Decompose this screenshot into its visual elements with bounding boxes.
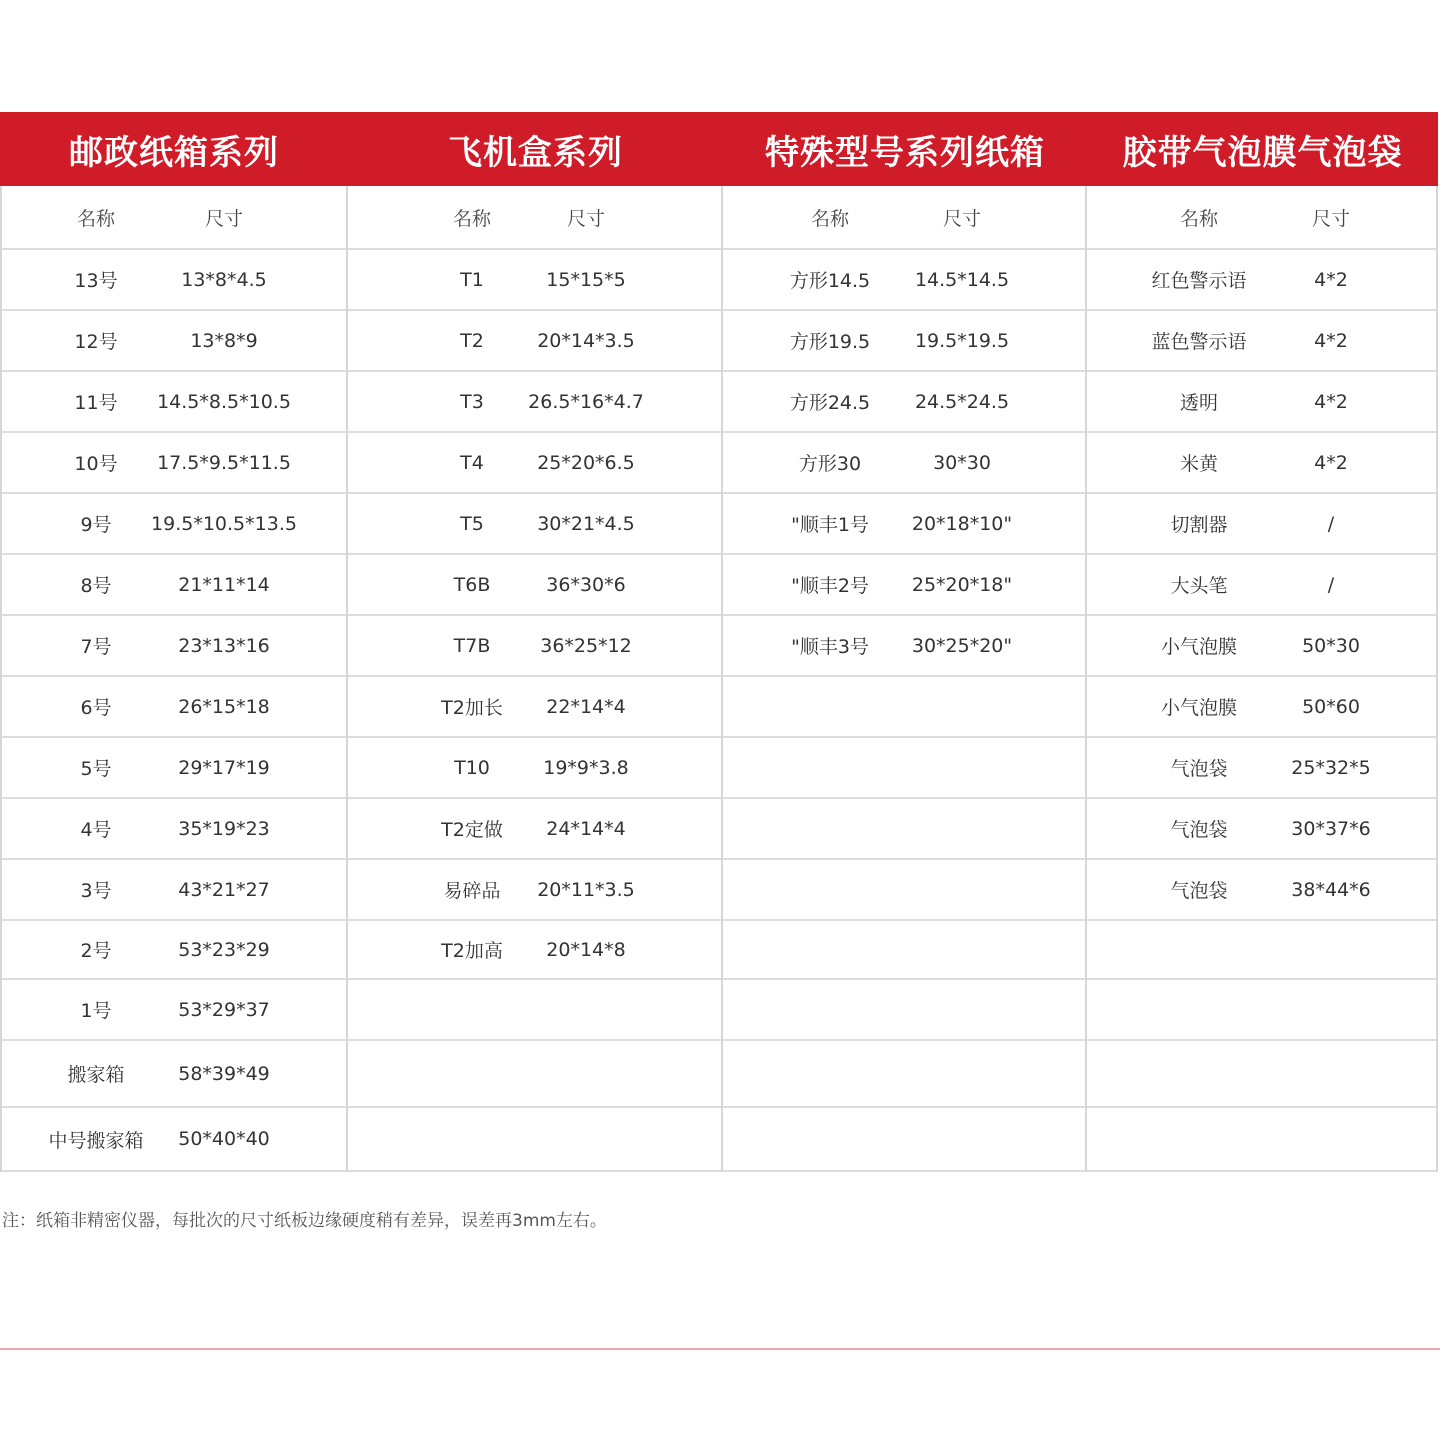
item-name: T4 bbox=[460, 451, 484, 474]
item-name: T2 bbox=[460, 329, 484, 352]
table-row bbox=[2, 1108, 346, 1172]
size-header: 尺寸 bbox=[204, 207, 243, 230]
item-name: 方形24.5 bbox=[789, 392, 871, 414]
table-row bbox=[2, 616, 346, 677]
item-size: 30*37*6 bbox=[1291, 817, 1371, 840]
item-name: T2加高 bbox=[441, 940, 503, 962]
table-row bbox=[348, 921, 721, 980]
item-size: 20*14*8 bbox=[546, 938, 626, 961]
name-header: 名称 bbox=[810, 207, 849, 230]
table-row bbox=[348, 1041, 721, 1108]
item-size: 26*15*18 bbox=[178, 695, 270, 718]
item-size: 50*30 bbox=[1302, 634, 1360, 657]
item-size: 35*19*23 bbox=[178, 817, 270, 840]
table-row bbox=[2, 738, 346, 799]
item-name: 易碎品 bbox=[443, 880, 501, 902]
item-name: 红色警示语 bbox=[1151, 270, 1247, 292]
item-size: 30*21*4.5 bbox=[537, 512, 635, 535]
item-name: 10号 bbox=[74, 453, 118, 475]
item-name: 5号 bbox=[80, 758, 112, 780]
table-row bbox=[2, 494, 346, 555]
item-size: 24.5*24.5 bbox=[914, 390, 1010, 413]
item-name: 12号 bbox=[74, 331, 118, 353]
item-name: T2定做 bbox=[441, 819, 503, 841]
table-row bbox=[1087, 616, 1436, 677]
table-row bbox=[1087, 250, 1436, 311]
item-size: 36*25*12 bbox=[540, 634, 632, 657]
name-header: 名称 bbox=[76, 207, 115, 230]
table-row bbox=[348, 311, 721, 372]
category-title-3: 特殊型号系列纸箱 bbox=[765, 132, 1045, 173]
item-name: 6号 bbox=[80, 697, 112, 719]
item-size: 22*14*4 bbox=[546, 695, 626, 718]
size-header: 尺寸 bbox=[942, 207, 981, 230]
price-size-table bbox=[0, 112, 1438, 1172]
item-size: 19*9*3.8 bbox=[543, 756, 629, 779]
column-header-row bbox=[2, 186, 346, 250]
table-row bbox=[1087, 555, 1436, 616]
table-row bbox=[723, 494, 1085, 555]
item-name: T10 bbox=[454, 756, 490, 779]
item-name: 气泡袋 bbox=[1170, 758, 1228, 780]
item-size: 21*11*14 bbox=[178, 573, 270, 596]
category-column-2 bbox=[348, 186, 723, 1172]
table-row bbox=[348, 616, 721, 677]
table-row bbox=[723, 980, 1085, 1041]
item-size: 25*20*6.5 bbox=[537, 451, 635, 474]
table-row bbox=[1087, 980, 1436, 1041]
item-size: 53*23*29 bbox=[178, 938, 270, 961]
item-size: 20*14*3.5 bbox=[537, 329, 635, 352]
table-row bbox=[1087, 494, 1436, 555]
item-size: 14.5*14.5 bbox=[914, 268, 1010, 291]
item-size: 4*2 bbox=[1314, 451, 1348, 474]
item-name: 方形30 bbox=[798, 453, 862, 475]
table-row bbox=[723, 1041, 1085, 1108]
item-name: 米黄 bbox=[1179, 453, 1218, 475]
item-size: 36*30*6 bbox=[546, 573, 626, 596]
table-row bbox=[1087, 1108, 1436, 1172]
item-name: 方形14.5 bbox=[789, 270, 871, 292]
table-row bbox=[348, 555, 721, 616]
item-name: T3 bbox=[460, 390, 484, 413]
item-size: 58*39*49 bbox=[178, 1062, 270, 1085]
item-size: 4*2 bbox=[1314, 390, 1348, 413]
table-row bbox=[348, 677, 721, 738]
table-row bbox=[348, 250, 721, 311]
table-row bbox=[2, 677, 346, 738]
item-size: 53*29*37 bbox=[178, 998, 270, 1021]
table-grid bbox=[0, 186, 1438, 1172]
table-row bbox=[348, 799, 721, 860]
item-name: 1号 bbox=[80, 1000, 112, 1022]
item-name: T1 bbox=[460, 268, 484, 291]
table-row bbox=[348, 1108, 721, 1172]
item-name: 2号 bbox=[80, 940, 112, 962]
item-size: 13*8*4.5 bbox=[181, 268, 267, 291]
table-row bbox=[723, 677, 1085, 738]
item-name: T5 bbox=[460, 512, 484, 535]
item-size: 17.5*9.5*11.5 bbox=[157, 451, 291, 474]
column-header-row bbox=[348, 186, 721, 250]
item-size: 13*8*9 bbox=[190, 329, 258, 352]
item-size: 20*18*10" bbox=[911, 512, 1013, 535]
table-row bbox=[2, 372, 346, 433]
table-row bbox=[1087, 433, 1436, 494]
item-size: 38*44*6 bbox=[1291, 878, 1371, 901]
name-header: 名称 bbox=[452, 207, 491, 230]
item-name: 方形19.5 bbox=[789, 331, 871, 353]
item-name: 11号 bbox=[74, 392, 118, 414]
category-title-2: 飞机盒系列 bbox=[448, 132, 623, 173]
category-title-1: 邮政纸箱系列 bbox=[69, 132, 279, 173]
item-size: 19.5*19.5 bbox=[914, 329, 1010, 352]
category-header-bar bbox=[0, 112, 1438, 186]
table-row bbox=[2, 921, 346, 980]
table-row bbox=[348, 494, 721, 555]
item-size: 4*2 bbox=[1314, 329, 1348, 352]
item-name: 7号 bbox=[80, 636, 112, 658]
table-row bbox=[2, 799, 346, 860]
item-size: 50*40*40 bbox=[178, 1128, 270, 1150]
column-header-row bbox=[723, 186, 1085, 250]
table-row bbox=[1087, 677, 1436, 738]
table-row bbox=[348, 433, 721, 494]
item-size: 25*20*18" bbox=[911, 573, 1013, 596]
table-row bbox=[723, 555, 1085, 616]
item-size: 29*17*19 bbox=[178, 756, 270, 779]
footnote: 注：纸箱非精密仪器，每批次的尺寸纸板边缘硬度稍有差异，误差再3mm左右。 bbox=[2, 1211, 607, 1231]
table-row bbox=[1087, 311, 1436, 372]
table-row bbox=[1087, 738, 1436, 799]
table-row bbox=[1087, 860, 1436, 921]
item-size: 4*2 bbox=[1314, 268, 1348, 291]
item-name: "顺丰2号 bbox=[791, 575, 869, 597]
item-size: / bbox=[1327, 573, 1335, 596]
item-size: 26.5*16*4.7 bbox=[528, 390, 644, 413]
table-row bbox=[2, 980, 346, 1041]
item-size: 14.5*8.5*10.5 bbox=[157, 390, 291, 413]
item-name: 8号 bbox=[80, 575, 112, 597]
item-name: 气泡袋 bbox=[1170, 880, 1228, 902]
item-name: "顺丰3号 bbox=[791, 636, 869, 658]
table-row bbox=[1087, 372, 1436, 433]
table-row bbox=[723, 311, 1085, 372]
category-column-3 bbox=[723, 186, 1087, 1172]
table-row bbox=[1087, 921, 1436, 980]
table-row bbox=[2, 860, 346, 921]
table-row bbox=[348, 860, 721, 921]
item-size: 24*14*4 bbox=[546, 817, 626, 840]
item-name: 9号 bbox=[80, 514, 112, 536]
table-row bbox=[2, 311, 346, 372]
table-row bbox=[723, 372, 1085, 433]
table-row bbox=[2, 555, 346, 616]
item-size: 43*21*27 bbox=[178, 878, 270, 901]
name-header: 名称 bbox=[1179, 207, 1218, 230]
table-row bbox=[723, 250, 1085, 311]
item-name: "顺丰1号 bbox=[791, 514, 869, 536]
item-name: T2加长 bbox=[441, 697, 503, 719]
item-name: 小气泡膜 bbox=[1160, 636, 1237, 658]
item-size: / bbox=[1327, 512, 1335, 535]
item-size: 20*11*3.5 bbox=[537, 878, 635, 901]
item-name: 切割器 bbox=[1170, 514, 1228, 536]
category-column-1 bbox=[2, 186, 348, 1172]
item-name: 13号 bbox=[74, 270, 118, 292]
item-size: 30*25*20" bbox=[911, 634, 1013, 657]
table-row bbox=[723, 799, 1085, 860]
table-row bbox=[1087, 1041, 1436, 1108]
item-name: 中号搬家箱 bbox=[48, 1129, 144, 1152]
item-name: 气泡袋 bbox=[1170, 819, 1228, 841]
item-name: T7B bbox=[453, 634, 491, 657]
table-row bbox=[2, 433, 346, 494]
table-row bbox=[723, 433, 1085, 494]
table-row bbox=[723, 738, 1085, 799]
item-name: 大头笔 bbox=[1170, 575, 1228, 597]
item-name: 搬家箱 bbox=[67, 1064, 125, 1086]
size-header: 尺寸 bbox=[1311, 207, 1350, 230]
category-title-4: 胶带气泡膜气泡袋 bbox=[1122, 132, 1403, 173]
category-column-4 bbox=[1087, 186, 1438, 1172]
table-row bbox=[348, 980, 721, 1041]
column-header-row bbox=[1087, 186, 1436, 250]
table-row bbox=[723, 921, 1085, 980]
item-name: 3号 bbox=[80, 880, 112, 902]
table-row bbox=[348, 738, 721, 799]
table-row bbox=[723, 1108, 1085, 1172]
table-row bbox=[2, 250, 346, 311]
item-name: 小气泡膜 bbox=[1160, 697, 1237, 719]
size-header: 尺寸 bbox=[566, 207, 605, 230]
bottom-divider bbox=[0, 1348, 1440, 1350]
item-name: 透明 bbox=[1179, 392, 1218, 414]
table-row bbox=[723, 860, 1085, 921]
table-row bbox=[723, 616, 1085, 677]
item-name: 4号 bbox=[80, 819, 112, 841]
table-row bbox=[348, 372, 721, 433]
item-size: 19.5*10.5*13.5 bbox=[151, 512, 297, 535]
item-size: 23*13*16 bbox=[178, 634, 270, 657]
item-size: 30*30 bbox=[933, 451, 991, 474]
item-name: 蓝色警示语 bbox=[1151, 331, 1247, 353]
table-row bbox=[1087, 799, 1436, 860]
item-name: T6B bbox=[453, 573, 491, 596]
item-size: 25*32*5 bbox=[1291, 756, 1371, 779]
item-size: 15*15*5 bbox=[546, 268, 626, 291]
table-row bbox=[2, 1041, 346, 1108]
item-size: 50*60 bbox=[1302, 695, 1360, 718]
